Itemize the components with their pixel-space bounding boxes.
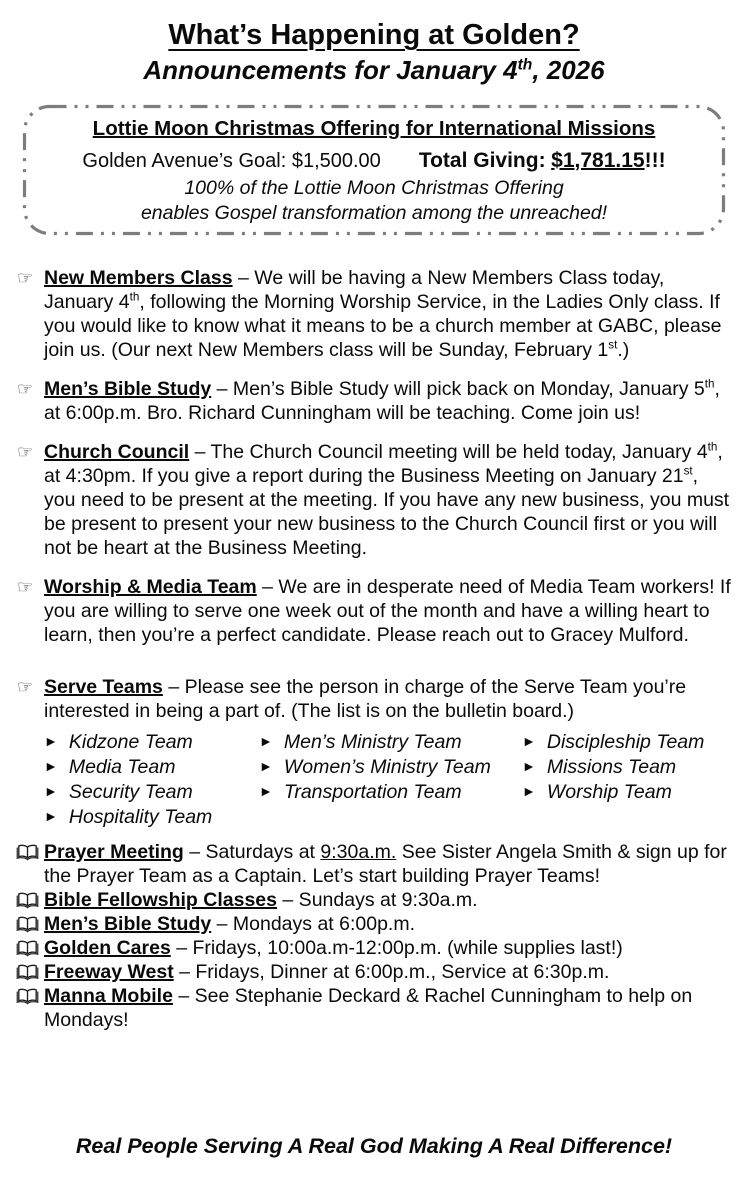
serve-team-item (522, 730, 732, 755)
announcement-body: – We are in desperate need of Media Team workers! If you are willing to serve one week out of the month and have a willing heart to learn, then you’re a perfect candidate. Please reach out to Gracey Mulford. (44, 575, 731, 646)
serve-team-label: Missions Team (546, 755, 677, 778)
dash-dot-border (22, 104, 726, 236)
schedule-title: Golden Cares (44, 936, 171, 959)
page-subtitle: Announcements for January 4th, 2026 (143, 54, 605, 85)
offering-tagline-2: enables Gospel transformation among the unreached! (140, 201, 608, 224)
triangle-bullet-icon: ► (44, 782, 58, 799)
pointing-hand-icon: ☞ (17, 576, 34, 597)
triangle-bullet-icon: ► (44, 807, 58, 824)
triangle-bullet-icon: ► (259, 732, 273, 749)
announcement-title: Serve Teams (44, 675, 163, 698)
announcement-body: – The Church Council meeting will be held today, January 4th, at 4:30pm. If you give a report during the Business Meeting on January 21st, you need to be present at the meeting. If you have any new business, you must be present to present your new business to the Church Council first or you will not be heart at the Business Meeting. (44, 440, 730, 559)
announcement-body: – Men’s Bible Study will pick back on Monday, January 5th, at 6:00p.m. Bro. Richard Cunningham will be teaching. Come join us! (44, 377, 720, 424)
pointing-hand-icon: ☞ (17, 267, 34, 288)
serve-team-label: Discipleship Team (546, 730, 705, 753)
schedule-item-mens-bible-study (16, 912, 732, 936)
total-giving-label: Total Giving: (418, 148, 546, 172)
schedule-title: Prayer Meeting (44, 840, 184, 863)
serve-team-item (259, 730, 522, 755)
page-footer-motto: Real People Serving A Real God Making A Real Difference! (75, 1133, 673, 1158)
schedule-title: Freeway West (44, 960, 174, 983)
serve-team-columns (16, 730, 732, 830)
schedule-body: – See Stephanie Deckard & Rachel Cunningham to help on Mondays! (44, 984, 693, 1031)
announcement-item-new-members-class (16, 266, 732, 362)
triangle-bullet-icon: ► (522, 782, 536, 799)
serve-team-label: Worship Team (546, 780, 672, 803)
schedule-body: – Fridays, Dinner at 6:00p.m., Service at 6:30p.m. (179, 960, 610, 983)
serve-team-item (522, 780, 732, 805)
serve-team-item (44, 780, 259, 805)
pointing-hand-icon: ☞ (17, 441, 34, 462)
announcement-item-worship-media-team (16, 575, 732, 647)
serve-team-item (44, 730, 259, 755)
triangle-bullet-icon: ► (44, 732, 58, 749)
schedule-title: Bible Fellowship Classes (44, 888, 277, 911)
announcement-title: Worship & Media Team (44, 575, 257, 598)
offering-title: Lottie Moon Christmas Offering for International Missions (92, 116, 656, 140)
announcement-body: – We will be having a New Members Class today, January 4th, following the Morning Worship Service, in the Ladies Only class. If you would like to know what it means to be a church member at GABC, please join us. (Our next New Members class will be Sunday, February 1st.) (44, 266, 722, 361)
schedule-item-freeway-west (16, 960, 732, 984)
schedule-body: – Fridays, 10:00a.m-12:00p.m. (while supplies last!) (176, 936, 623, 959)
schedule-title: Men’s Bible Study (44, 912, 212, 935)
triangle-bullet-icon: ► (44, 757, 58, 774)
serve-team-item (259, 755, 522, 780)
pointing-hand-icon: ☞ (17, 378, 34, 399)
serve-team-item (44, 805, 259, 830)
announcement-item-mens-bible-study (16, 377, 732, 425)
announcement-item-serve-teams (16, 675, 732, 723)
total-giving-value: $1,781.15 (551, 148, 645, 172)
serve-team-label: Transportation Team (283, 780, 462, 803)
announcement-item-church-council (16, 440, 732, 560)
announcement-title: Men’s Bible Study (44, 377, 212, 400)
announcement-title: Church Council (44, 440, 190, 463)
schedule-body: – Saturdays at 9:30a.m. See Sister Angela Smith & sign up for the Prayer Team as a Captain. Let’s start building Prayer Teams! (44, 840, 727, 887)
serve-team-column-3 (522, 730, 732, 830)
triangle-bullet-icon: ► (522, 732, 536, 749)
triangle-bullet-icon: ► (259, 757, 273, 774)
announcement-title: New Members Class (44, 266, 233, 289)
open-book-icon (16, 987, 39, 1011)
goal-label: Golden Avenue’s Goal: (82, 149, 287, 172)
serve-team-column-2 (259, 730, 522, 830)
open-book-icon (16, 843, 39, 867)
announcement-body: – Please see the person in charge of the Serve Team you’re interested in being a part of. (The list is on the bulletin board.) (44, 675, 687, 722)
serve-team-label: Men’s Ministry Team (283, 730, 462, 753)
goal-value: $1,500.00 (291, 149, 381, 172)
serve-team-label: Women’s Ministry Team (283, 755, 491, 778)
offering-box (22, 104, 726, 236)
schedule-title: Manna Mobile (44, 984, 173, 1007)
page-title (16, 18, 732, 53)
schedule-body: – Mondays at 6:00p.m. (216, 912, 416, 935)
announcement-list (16, 266, 732, 723)
serve-team-label: Kidzone Team (68, 730, 193, 753)
schedule-body: – Sundays at 9:30a.m. (282, 888, 478, 911)
triangle-bullet-icon: ► (522, 757, 536, 774)
serve-team-item (44, 755, 259, 780)
page-title-text: What’s Happening at Golden? (168, 19, 580, 51)
pointing-hand-icon: ☞ (17, 676, 34, 697)
offering-tagline-1: 100% of the Lottie Moon Christmas Offering (184, 176, 564, 199)
serve-team-label: Hospitality Team (68, 805, 213, 828)
serve-team-label: Security Team (68, 780, 193, 803)
schedule-item-manna-mobile (16, 984, 732, 1032)
schedule-item-prayer-meeting (16, 840, 732, 888)
serve-team-item (259, 780, 522, 805)
serve-team-column-1 (44, 730, 259, 830)
total-giving-suffix: !!! (644, 148, 666, 172)
schedule-item-golden-cares (16, 936, 732, 960)
serve-team-item (522, 755, 732, 780)
weekly-schedule-list (16, 840, 732, 1032)
triangle-bullet-icon: ► (259, 782, 273, 799)
serve-team-label: Media Team (68, 755, 176, 778)
schedule-item-bible-fellowship-classes (16, 888, 732, 912)
